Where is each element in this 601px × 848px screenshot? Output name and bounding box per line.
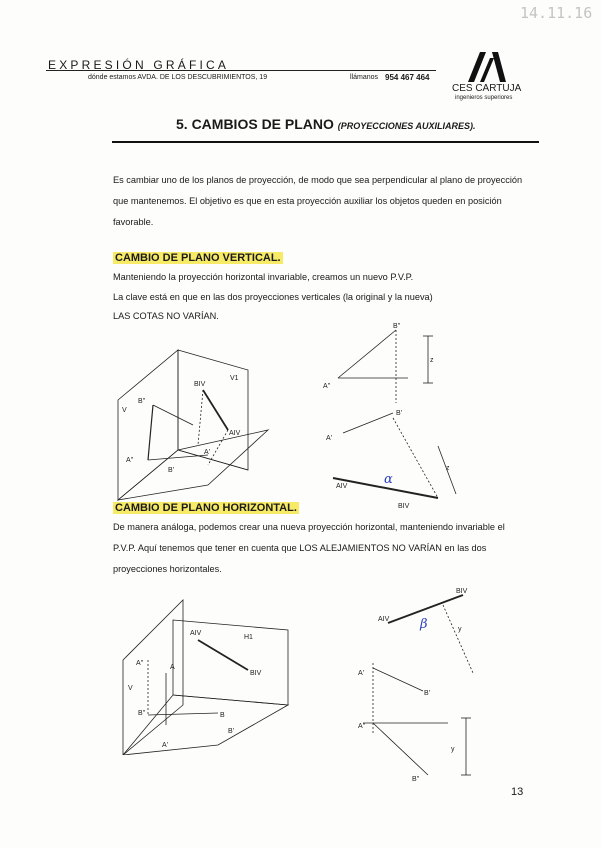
handwritten-date: 14.11.16 xyxy=(520,4,593,22)
vertical-change-3d-figure xyxy=(108,320,288,505)
horizontal-heading-text: CAMBIO DE PLANO HORIZONTAL. xyxy=(115,502,297,514)
header-phone-label: llámanos xyxy=(350,74,379,81)
ces-logo-icon xyxy=(466,52,506,82)
fig2-label-alpha: α xyxy=(384,472,393,487)
intro-paragraph: Es cambiar uno de los planos de proyección, de modo que sea perpendicular al plano de proyección que mantenemos. El objetivo es que en esta proyección auxiliar los objetos queden en posición favorable. xyxy=(113,175,523,227)
logo-subtitle: ingenieros superiores xyxy=(455,95,513,101)
fig3-label-b: B xyxy=(220,712,225,719)
horizontal-paragraph: De manera análoga, podemos crear una nueva proyección horizontal, manteniendo invariable el P.V.P. Aquí tenemos que tener en cuenta que LOS ALEJAMIENTOS NO VARÍAN en las dos proyecciones horizontales. xyxy=(113,522,505,574)
fig1-label-v: V xyxy=(122,407,127,414)
fig2-label-a1: A' xyxy=(326,435,333,442)
vertical-line-2: La clave está en que en las dos proyecciones verticales (la original y la nueva) xyxy=(113,292,433,302)
fig2-label-biv: BIV xyxy=(398,503,410,508)
fig1-label-b2: B'' xyxy=(138,398,146,405)
fig4-label-y-top: y xyxy=(458,626,462,633)
section-subtitle: (PROYECCIONES AUXILIARES). xyxy=(337,121,476,131)
section-title-main: 5. CAMBIOS DE PLANO xyxy=(176,116,334,132)
page-number: 13 xyxy=(511,786,524,798)
fig1-label-a1: A' xyxy=(204,449,211,456)
fig4-label-b1: B' xyxy=(424,690,431,697)
fig4-label-b2: B'' xyxy=(412,776,420,783)
fig3-label-b1: B' xyxy=(228,728,235,735)
section-title xyxy=(176,116,475,132)
vertical-line-3: LAS COTAS NO VARÍAN. xyxy=(113,311,219,321)
vertical-line-1: Manteniendo la proyección horizontal invariable, creamos un nuevo P.V.P. xyxy=(113,272,414,282)
fig3-label-v: V xyxy=(128,685,133,692)
fig1-label-aiv: AIV xyxy=(229,430,241,437)
vertical-heading-text: CAMBIO DE PLANO VERTICAL. xyxy=(115,252,281,264)
fig4-label-aiv: AIV xyxy=(378,616,390,623)
header-phone: 954 467 464 xyxy=(385,73,430,82)
fig4-label-beta: β xyxy=(420,617,428,632)
fig3-label-aiv: AIV xyxy=(190,630,202,637)
fig3-label-biv: BIV xyxy=(250,670,262,677)
fig3-label-h1: H1 xyxy=(244,634,253,641)
header-rule xyxy=(46,70,436,71)
fig4-label-a2: A'' xyxy=(358,723,366,730)
horizontal-change-3d-figure xyxy=(118,595,298,755)
logo-name: CES CARTUJA xyxy=(452,83,522,94)
fig1-label-biv: BIV xyxy=(194,381,206,388)
fig4-label-y-bottom: y xyxy=(451,746,455,753)
fig4-label-biv: BIV xyxy=(456,588,468,595)
fig2-label-z-top: z xyxy=(430,357,434,364)
fig2-label-z-bottom: z xyxy=(446,465,450,472)
fig2-label-a2: A'' xyxy=(323,383,331,390)
fig2-label-b1: B' xyxy=(396,410,403,417)
fig3-label-a1: A' xyxy=(162,742,169,749)
vertical-heading xyxy=(113,248,283,266)
fig1-label-b1: B' xyxy=(168,467,175,474)
fig3-label-b2: B'' xyxy=(138,710,146,717)
horizontal-heading xyxy=(113,498,299,516)
horizontal-change-ortho-figure xyxy=(348,583,488,783)
fig3-label-a: A xyxy=(170,664,175,671)
vertical-change-ortho-figure xyxy=(318,318,458,508)
fig1-label-v1: V1 xyxy=(230,375,239,382)
fig1-label-a2: A'' xyxy=(126,457,134,464)
fig2-label-aiv: AIV xyxy=(336,483,348,490)
header-address: dónde estamos AVDA. DE LOS DESCUBRIMIENTOS, 19 xyxy=(88,74,268,81)
fig3-label-a2: A'' xyxy=(136,660,144,667)
fig2-label-b2: B'' xyxy=(393,323,401,330)
fig4-label-a1: A' xyxy=(358,670,365,677)
header-title: EXPRESIÓN GRÁFICA xyxy=(48,58,230,72)
section-rule xyxy=(112,141,539,143)
